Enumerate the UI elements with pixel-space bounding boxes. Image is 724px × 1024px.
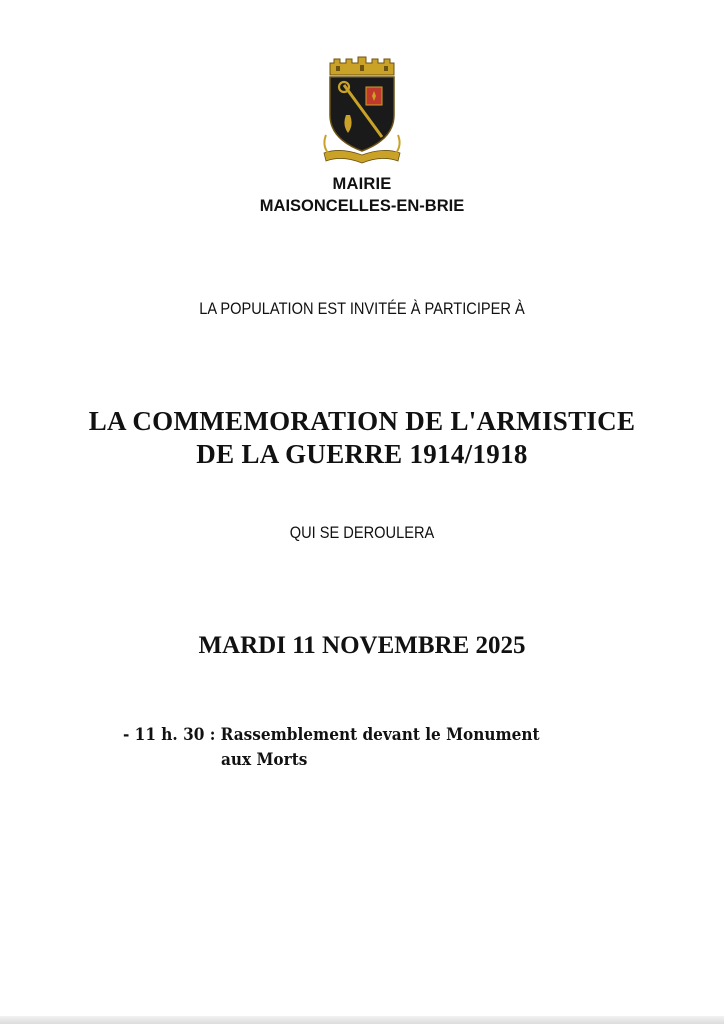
office-heading: MAIRIE	[332, 175, 392, 193]
page-bottom-edge	[0, 1016, 724, 1024]
coat-of-arms-icon	[320, 55, 404, 167]
invitation-text: LA POPULATION EST INVITÉE À PARTICIPER À	[199, 299, 525, 318]
subtitle-text: QUI SE DEROULERA	[289, 523, 435, 542]
event-date: MARDI 11 NOVEMBRE 2025	[198, 632, 526, 659]
schedule-item-line1: - 11 h. 30 : Rassemblement devant le Monument	[123, 725, 540, 745]
schedule-item-line2: aux Morts	[221, 750, 308, 770]
event-title-line1: LA COMMEMORATION DE L'ARMISTICE	[88, 406, 636, 436]
town-heading: MAISONCELLES-EN-BRIE	[259, 197, 465, 215]
event-title-line2: DE LA GUERRE 1914/1918	[196, 439, 528, 469]
